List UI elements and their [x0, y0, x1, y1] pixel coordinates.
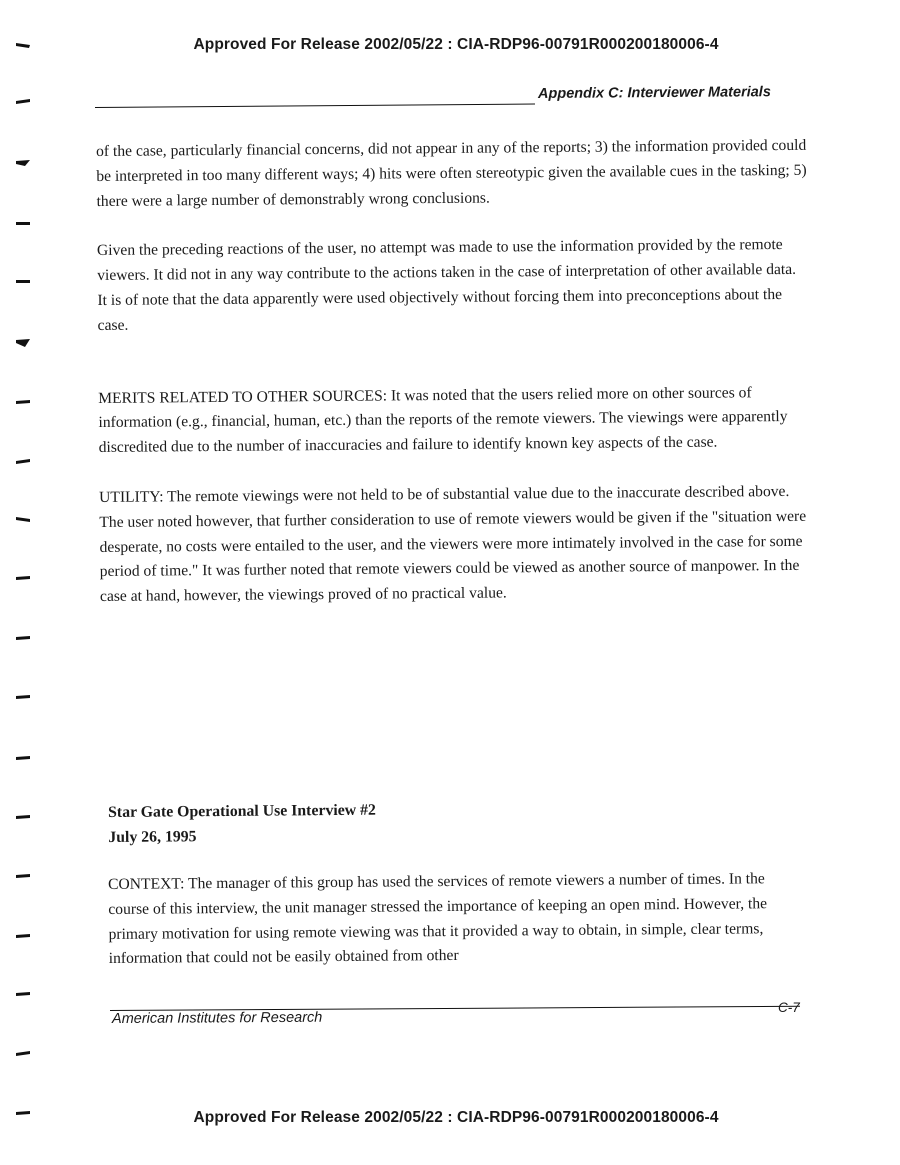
- paragraph-user-reaction: Given the preceding reactions of the user, no attempt was made to use the information provided by the remote viewers. It did not in any way contribute to the actions taken in the case of interpretation of other available data. It is of note that the data apparently were used objectively without forcing them into preconceptions about the case.: [96, 236, 797, 334]
- paragraph-findings: of the case, particularly financial concerns, did not appear in any of the reports; 3) the information provided could be interpreted in too many different ways; 4) hits were often stereotypic given the available cues in the tasking; 5) there were a large number of demonstrably wrong conclusions.: [96, 136, 807, 210]
- paragraph-utility: UTILITY: The remote viewings were not held to be of substantial value due to the inaccurate described above. The user noted however, that further consideration to use of remote viewers would be given if the "situation were desperate, no costs were entailed to the user, and the viewers were more intimately involved in the case for some period of time." It was further noted that remote viewers could be viewed as another source of manpower. In the case at hand, however, the viewings proved of no practical value.: [99, 482, 807, 606]
- release-stamp-bottom: Approved For Release 2002/05/22 : CIA-RDP96-00791R000200180006-4: [193, 1109, 719, 1126]
- body-text: [96, 134, 812, 610]
- release-stamp-top: Approved For Release 2002/05/22 : CIA-RDP96-00791R000200180006-4: [193, 36, 719, 53]
- interview-date: July 26, 1995: [108, 828, 197, 846]
- running-header: Appendix C: Interviewer Materials: [537, 84, 771, 102]
- page-number: C-7: [778, 1000, 800, 1015]
- footer-organization: American Institutes for Research: [111, 1009, 323, 1027]
- interview-title: Star Gate Operational Use Interview #2: [108, 801, 376, 821]
- binding-margin-marks: [14, 0, 44, 1165]
- paragraph-merits: MERITS RELATED TO OTHER SOURCES: It was noted that the users relied more on other sources of information (e.g., financial, human, etc.) than the reports of the remote viewers. The viewings were apparently discredited due to the number of inaccuracies and failure to identify known key aspects of the case.: [98, 383, 788, 457]
- paragraph-context: CONTEXT: The manager of this group has used the services of remote viewers a number of times. In the course of this interview, the unit manager stressed the importance of keeping an open mind. However, the primary motivation for using remote viewing was that it provided a way to obtain, in simple, clear terms, information that could not be easily obtained from other: [108, 870, 768, 968]
- context-section: [108, 867, 805, 972]
- header-rule: [95, 104, 535, 108]
- interview-heading: [108, 798, 376, 850]
